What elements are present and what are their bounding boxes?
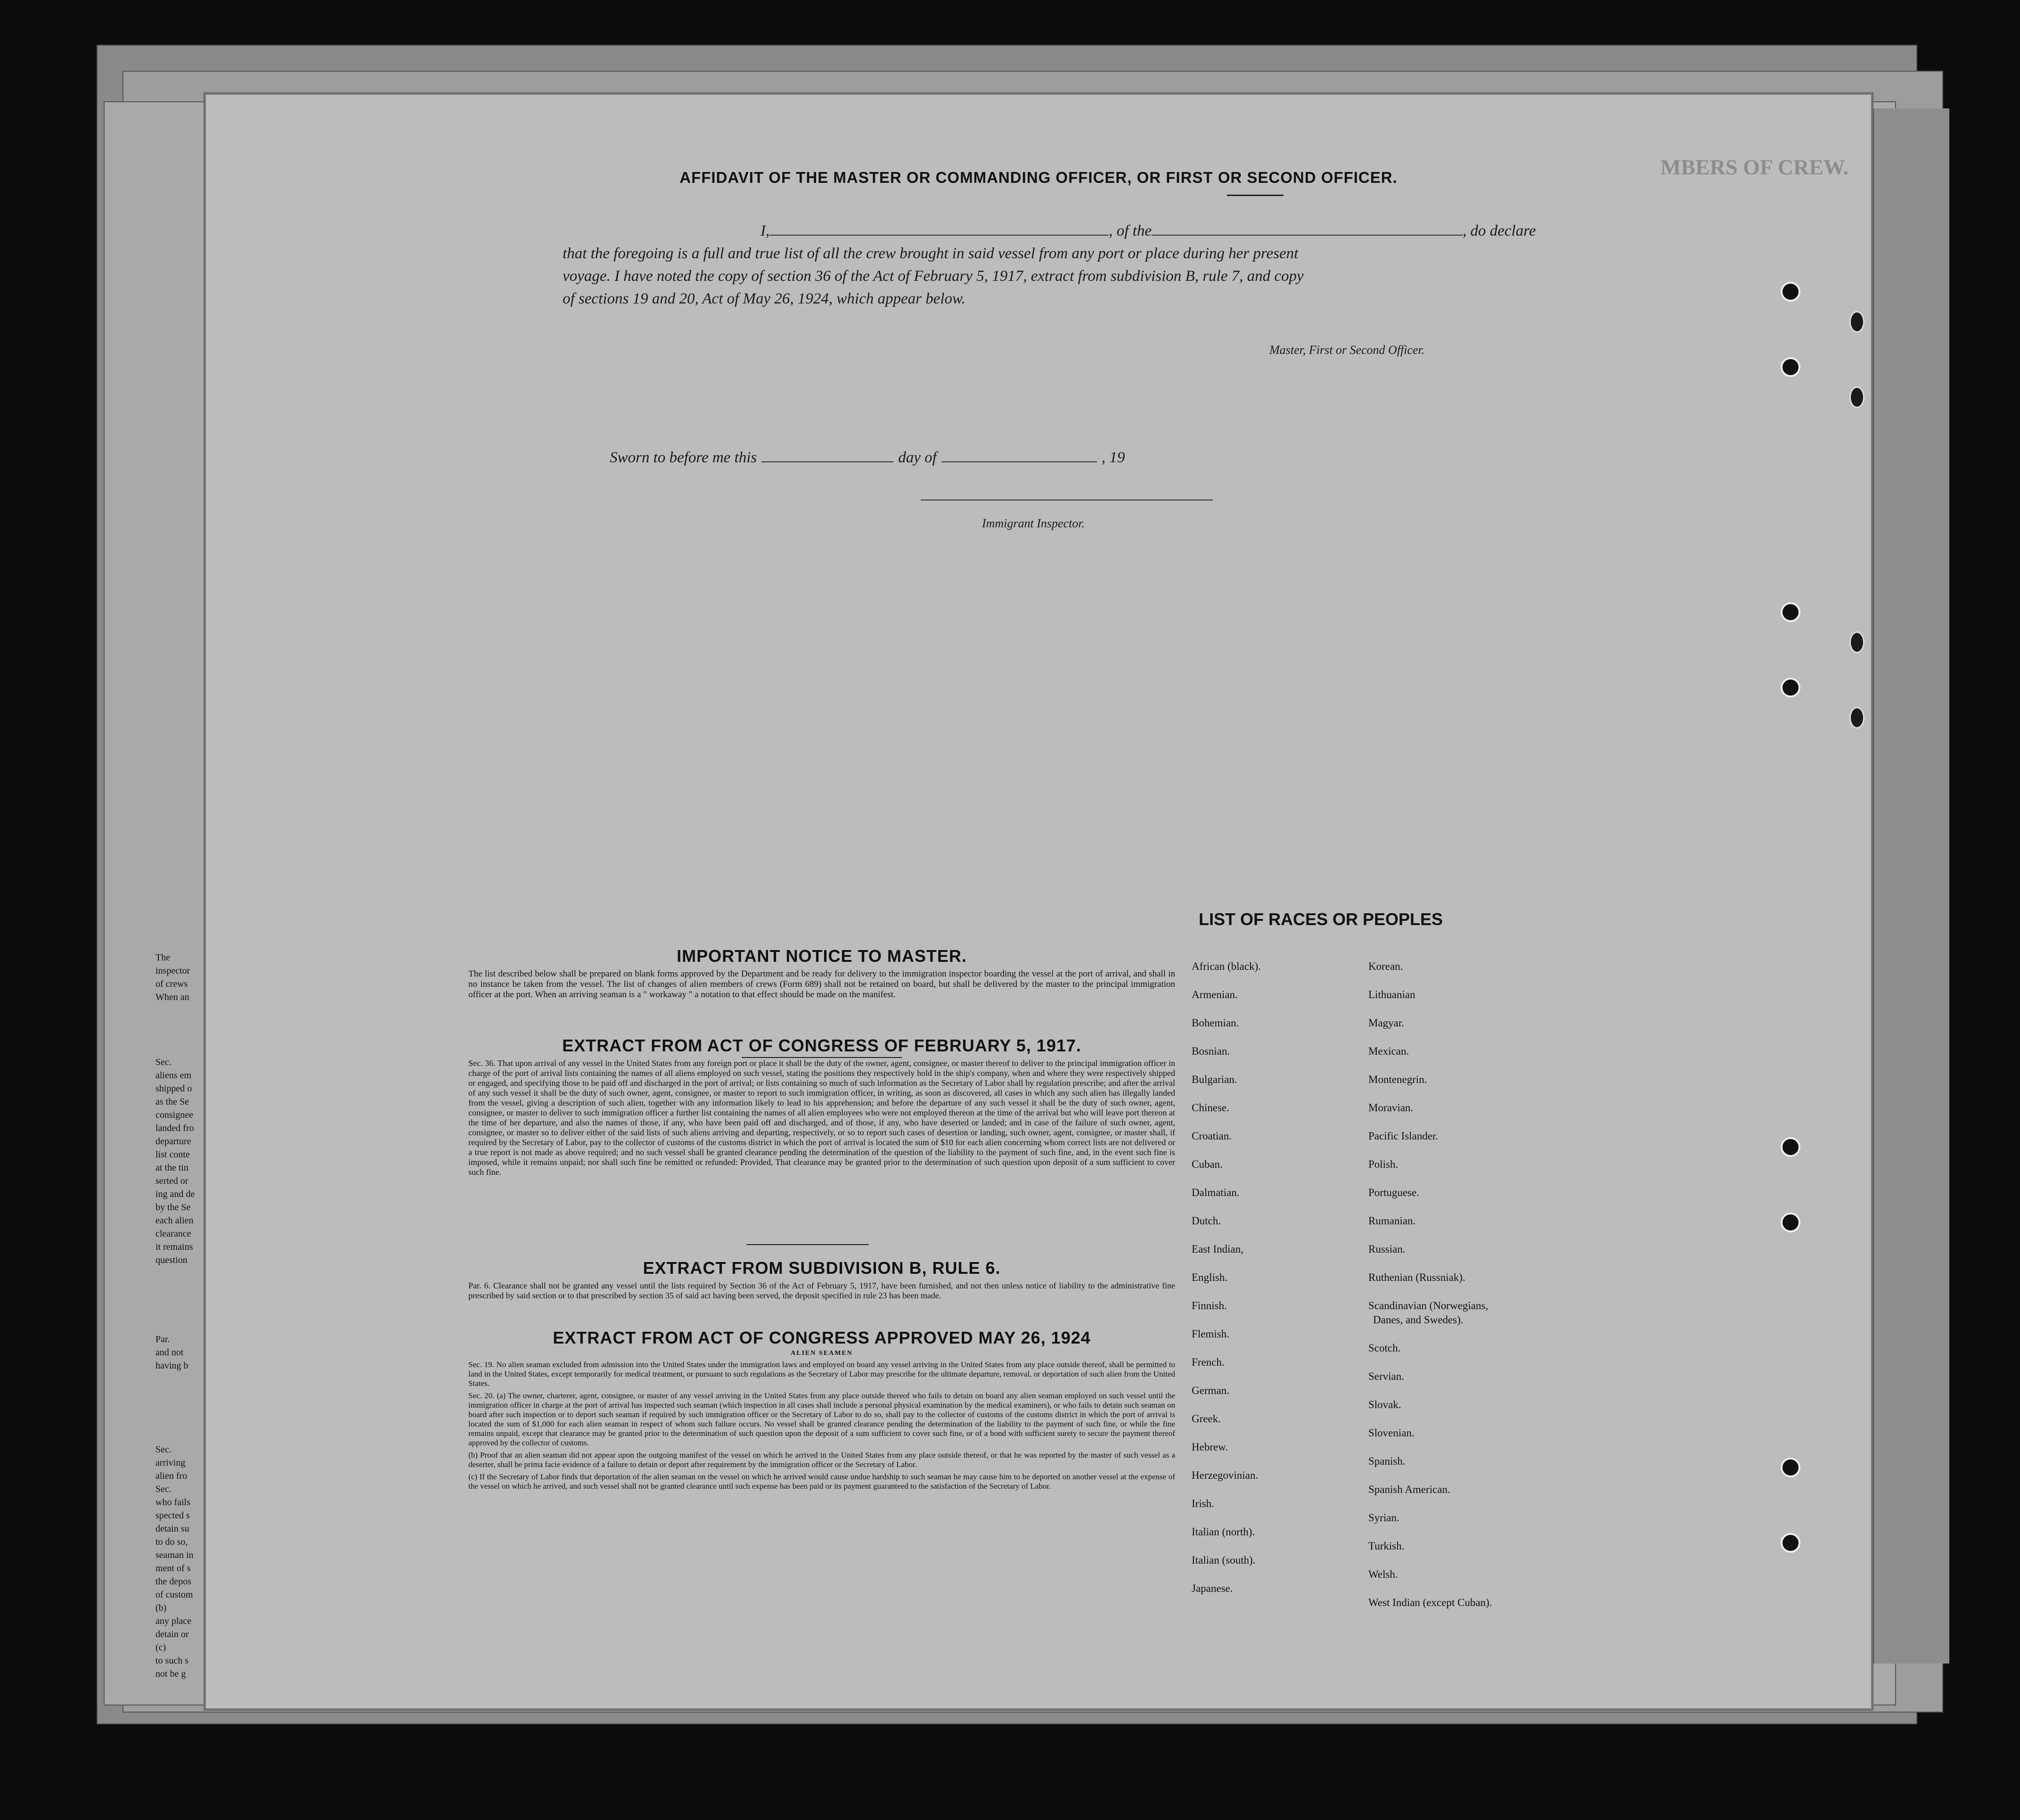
race-item: Bohemian.: [1192, 1017, 1239, 1029]
sec-20a-text: Sec. 20. (a) The owner, charterer, agent, consignee, or master of any vessel arriving in the United States from any place outside thereof who fails to detain on board any alien seaman employed on such vessel until the immigration officer in charge at the port of arrival has inspected such seaman (which inspection in all cases shall include a personal physical examination by the medical examiners), or who fails to detain such seaman on board after such inspection or to deport such seaman if required by such immigration officer or the Secretary of Labor to do so, shall pay to the collector of customs of the customs district in which the port of arrival is located the sum of $1,000 for each alien seaman in respect of whom such failure occurs. No vessel shall be granted clearance pending the determination of the liability to the payment of such fine, or while the fine remains unpaid, except that clearance may be granted prior to the determination of such question upon the deposit of a sum sufficient to cover such fine, or of a bond with sufficient surety to secure the payment thereof approved by the collector of customs.: [468, 1391, 1175, 1447]
affidavit-line-3: voyage. I have noted the copy of section 36 of the Act of February 5, 1917, extract from subdivision B, rule 7, and copy: [563, 268, 1304, 285]
margin-fragment: (b): [155, 1603, 167, 1613]
race-item: Slovenian.: [1368, 1427, 1415, 1439]
margin-fragment: departure: [155, 1136, 191, 1147]
rule-6-heading: EXTRACT FROM SUBDIVISION B, RULE 6.: [643, 1258, 1001, 1278]
race-item: Japanese.: [1192, 1582, 1233, 1594]
margin-fragment: Sec.: [155, 1057, 172, 1067]
master-signature-label: Master, First or Second Officer.: [1269, 343, 1425, 357]
extract-1917: [468, 1036, 1175, 1177]
important-notice: [468, 946, 1175, 1000]
race-item: Turkish.: [1368, 1540, 1405, 1552]
race-item: Pacific Islander.: [1368, 1130, 1439, 1142]
heading-rule: [1227, 195, 1284, 196]
affidavit-line-1: I, , of the , do declare: [761, 222, 1536, 239]
margin-fragment: clearance: [155, 1229, 191, 1239]
race-item: Korean.: [1368, 960, 1403, 972]
race-item: English.: [1192, 1271, 1228, 1283]
margin-fragment: landed fro: [155, 1123, 194, 1133]
margin-fragment: arriving: [155, 1458, 186, 1468]
margin-fragment: detain or: [155, 1629, 189, 1640]
race-item: Greek.: [1192, 1413, 1221, 1425]
race-item: Hebrew.: [1192, 1441, 1228, 1453]
underlying-crew-list-edge: [1873, 108, 1949, 1664]
margin-fragment: ment of s: [155, 1563, 191, 1574]
race-item: Herzegovinian.: [1192, 1469, 1259, 1481]
punch-hole: [1781, 1458, 1800, 1477]
margin-fragment: spected s: [155, 1510, 190, 1521]
margin-fragment: alien fro: [155, 1471, 188, 1481]
sec-20b-text: (b) Proof that an alien seaman did not appear upon the outgoing manifest of the vessel on which he arrived in the United States from any place outside thereof, or that he was reported by the master of such vessel as a deserter, shall be prima facie evidence of a failure to detain or deport after requirement by the immigration officer or the Secretary of Labor.: [468, 1451, 1175, 1469]
race-item: Montenegrin.: [1368, 1074, 1427, 1085]
sworn-line: Sworn to before me this day of , 19: [610, 449, 1125, 466]
affidavit-line-4: of sections 19 and 20, Act of May 26, 1924, which appear below.: [563, 290, 965, 307]
race-item: French.: [1192, 1356, 1225, 1368]
punch-hole: [1781, 1213, 1800, 1232]
notice-heading: IMPORTANT NOTICE TO MASTER.: [677, 946, 967, 966]
affidavit-body: [563, 220, 1670, 310]
punch-hole: [1781, 282, 1800, 302]
punch-hole: [1781, 357, 1800, 377]
margin-fragment: serted or: [155, 1176, 188, 1186]
extract-1924-heading: EXTRACT FROM ACT OF CONGRESS APPROVED MAY 26, 1924: [553, 1328, 1091, 1347]
margin-fragment: it remains: [155, 1242, 193, 1252]
margin-fragment: and not: [155, 1347, 184, 1358]
margin-fragment: Sec.: [155, 1444, 172, 1455]
race-item: Bosnian.: [1192, 1045, 1230, 1057]
divider: [746, 1244, 869, 1245]
alien-seamen-subheading: ALIEN SEAMEN: [791, 1350, 853, 1357]
sec-19-text: Sec. 19. No alien seaman excluded from admission into the United States under the immigration laws and employed on board any vessel arriving in the United States from any place outside thereof, shall be permitted to land in the United States, except temporarily for medical treatment, or pursuant to such regulations as the Secretary of Labor may prescribe for the ultimate departure, removal, or deportation of such alien from the United States.: [468, 1360, 1175, 1388]
margin-fragment: When an: [155, 992, 189, 1002]
margin-fragment: not be g: [155, 1669, 186, 1679]
race-item: Irish.: [1192, 1498, 1214, 1509]
punch-hole: [1781, 1533, 1800, 1553]
margin-fragment: seaman in: [155, 1550, 194, 1560]
punch-hole: [1781, 602, 1800, 622]
punch-hole: [1849, 631, 1865, 653]
race-item: Rumanian.: [1368, 1215, 1416, 1227]
margin-fragment: of custom: [155, 1590, 193, 1600]
races-heading: LIST OF RACES OR PEOPLES: [1199, 910, 1443, 929]
race-item: Magyar.: [1368, 1017, 1405, 1029]
margin-fragment: aliens em: [155, 1070, 192, 1081]
affidavit-sheet: [204, 92, 1873, 1711]
race-item: Russian.: [1368, 1243, 1406, 1255]
race-item: Dutch.: [1192, 1215, 1221, 1227]
margin-fragment: to such s: [155, 1656, 188, 1666]
margin-fragment: Sec.: [155, 1484, 172, 1494]
race-item: Scotch.: [1368, 1342, 1401, 1354]
race-item: Scandinavian (Norwegians,: [1368, 1300, 1488, 1312]
race-item: Mexican.: [1368, 1045, 1409, 1057]
margin-fragment: as the Se: [155, 1097, 189, 1107]
punch-hole: [1781, 1137, 1800, 1157]
margin-fragment: who fails: [155, 1497, 190, 1508]
race-item-continuation: Danes, and Swedes).: [1373, 1314, 1464, 1326]
margin-fragment: ing and de: [155, 1189, 195, 1199]
race-item: Bulgarian.: [1192, 1074, 1237, 1085]
race-item: Ruthenian (Russniak).: [1368, 1271, 1465, 1283]
race-item: African (black).: [1192, 960, 1261, 972]
margin-fragment: by the Se: [155, 1202, 191, 1213]
punch-hole: [1849, 386, 1865, 408]
margin-fragment: each alien: [155, 1215, 194, 1226]
punch-hole: [1849, 311, 1865, 333]
race-item: Spanish.: [1368, 1455, 1406, 1467]
margin-fragment: any place: [155, 1616, 192, 1626]
margin-fragment: having b: [155, 1361, 188, 1371]
margin-fragment: question: [155, 1255, 188, 1265]
punch-hole: [1781, 678, 1800, 697]
margin-fragment: shipped o: [155, 1083, 192, 1094]
margin-fragment: to do so,: [155, 1537, 188, 1547]
affidavit-line-2: that the foregoing is a full and true list of all the crew brought in said vessel from any port or place during her present: [563, 245, 1299, 262]
race-item: Slovak.: [1368, 1399, 1401, 1410]
race-item: Spanish American.: [1368, 1484, 1450, 1495]
race-item: German.: [1192, 1385, 1229, 1396]
affidavit-heading: AFFIDAVIT OF THE MASTER OR COMMANDING OFFICER, OR FIRST OR SECOND OFFICER.: [679, 169, 1398, 186]
margin-fragment: consignee: [155, 1110, 193, 1120]
margin-fragment: detain su: [155, 1524, 189, 1534]
margin-fragment: (c): [155, 1642, 166, 1653]
margin-fragment: inspector: [155, 966, 190, 976]
extract-rule-6: [468, 1258, 1175, 1301]
extract-1924: [468, 1328, 1175, 1491]
race-item: Finnish.: [1192, 1300, 1227, 1312]
margin-fragment: at the tin: [155, 1163, 188, 1173]
margin-fragment: of crews: [155, 979, 188, 989]
extract-1917-text: Sec. 36. That upon arrival of any vessel in the United States from any foreign port or place it shall be the duty of the owner, agent, consignee, or master thereof to deliver to the principal immigration officer in charge of the port of arrival lists containing the names of all aliens employed on such vessel, stating the positions they respectively hold in the ship's company, when and where they were respectively shipped or engaged, and specifying those to be paid off and discharged in the port of arrival; or lists containing so much of such information as the Secretary of Labor shall by regulation prescribe; and after the arrival of any such vessel it shall be the duty of such owner, agent, consignee, or master to report to such immigration officer, in writing, as soon as discovered, all cases in which any such alien has illegally landed from the vessel, giving a description of such alien, together with any information likely to lead to his apprehension; and before the departure of any such vessel it shall be the duty of such owner, agent, consignee, or master to deliver to such immigration officer a further list containing the names of all alien employees who were not employed thereon at the time of the arrival but who will leave port thereon at the time of her departure, and also the names of those, if any, who have been paid off and discharged, and of those, if any, who have deserted or landed; and in case of the failure of such owner, agent, consignee, or master so to deliver either of the said lists of such aliens arriving and departing, respectively, or so to report such cases of desertion or landing, such owner, agent, consignee, or master shall, if required by the Secretary of Labor, pay to the collector of customs of the customs district in which the port of arrival is located the sum of $10 for each alien concerning whom correct lists are not delivered or a true report is not made as above required; and no such vessel shall be granted clearance pending the determination of the question of the liability to the payment of such fine, and, in the event such fine is imposed, while it remains unpaid; nor shall such fine be remitted or refunded: Provided, That clearance may be granted prior to the determination of such question upon deposit of a sum sufficient to cover such fine.: [468, 1058, 1175, 1177]
race-item: Cuban.: [1192, 1158, 1223, 1170]
race-item: Servian.: [1368, 1370, 1405, 1382]
race-item: East Indian,: [1192, 1243, 1243, 1255]
rule-6-text: Par. 6. Clearance shall not be granted any vessel until the lists required by Section 36 of the Act of February 5, 1917, have been furnished, and not then unless notice of liability to the administrative fine prescribed by said section or to that prescribed by section 35 of said act having been served, the deposit specified in rule 23 has been made.: [468, 1281, 1175, 1300]
margin-fragment: the depos: [155, 1576, 192, 1587]
race-item: Syrian.: [1368, 1512, 1399, 1524]
race-item: Welsh.: [1368, 1568, 1398, 1580]
punch-hole: [1849, 707, 1865, 729]
race-item: Chinese.: [1192, 1102, 1229, 1114]
margin-fragment: The: [155, 952, 171, 963]
margin-fragment: list conte: [155, 1149, 190, 1160]
underlying-header: MBERS OF CREW.: [1660, 155, 1849, 179]
race-item: Moravian.: [1368, 1102, 1414, 1114]
extract-1917-heading: EXTRACT FROM ACT OF CONGRESS OF FEBRUARY 5, 1917.: [562, 1036, 1081, 1055]
inspector-label: Immigrant Inspector.: [982, 516, 1085, 530]
race-item: Italian (north).: [1192, 1526, 1255, 1538]
race-item: Portuguese.: [1368, 1187, 1419, 1198]
sec-20c-text: (c) If the Secretary of Labor finds that deportation of the alien seaman on the vessel on which he arrived would cause undue hardship to such seaman he may cause him to be deported on another vessel at the expense of the vessel on which he arrived, and such vessel shall not be granted clearance until such expense has been paid or its payment guaranteed to the satisfaction of the Secretary of Labor.: [468, 1472, 1175, 1491]
notice-text: The list described below shall be prepared on blank forms approved by the Department and be ready for delivery to the immigration inspector boarding the vessel at the port of arrival, and shall in no instance be taken from the vessel. The list of changes of alien members of crews (Form 689) shall not be retained on board, but shall be delivered by the master to the principal immigration officer at the port. When an arriving seaman is a " workaway " a notation to that effect should be made on the manifest.: [468, 969, 1175, 1000]
race-item: Dalmatian.: [1192, 1187, 1240, 1198]
race-item: Lithuanian: [1368, 989, 1415, 1000]
margin-fragment: Par.: [155, 1334, 170, 1345]
race-item: Armenian.: [1192, 989, 1238, 1000]
race-item: Croatian.: [1192, 1130, 1232, 1142]
race-item: Italian (south).: [1192, 1554, 1256, 1566]
race-item: West Indian (except Cuban).: [1368, 1597, 1492, 1608]
race-item: Flemish.: [1192, 1328, 1229, 1340]
race-item: Polish.: [1368, 1158, 1398, 1170]
